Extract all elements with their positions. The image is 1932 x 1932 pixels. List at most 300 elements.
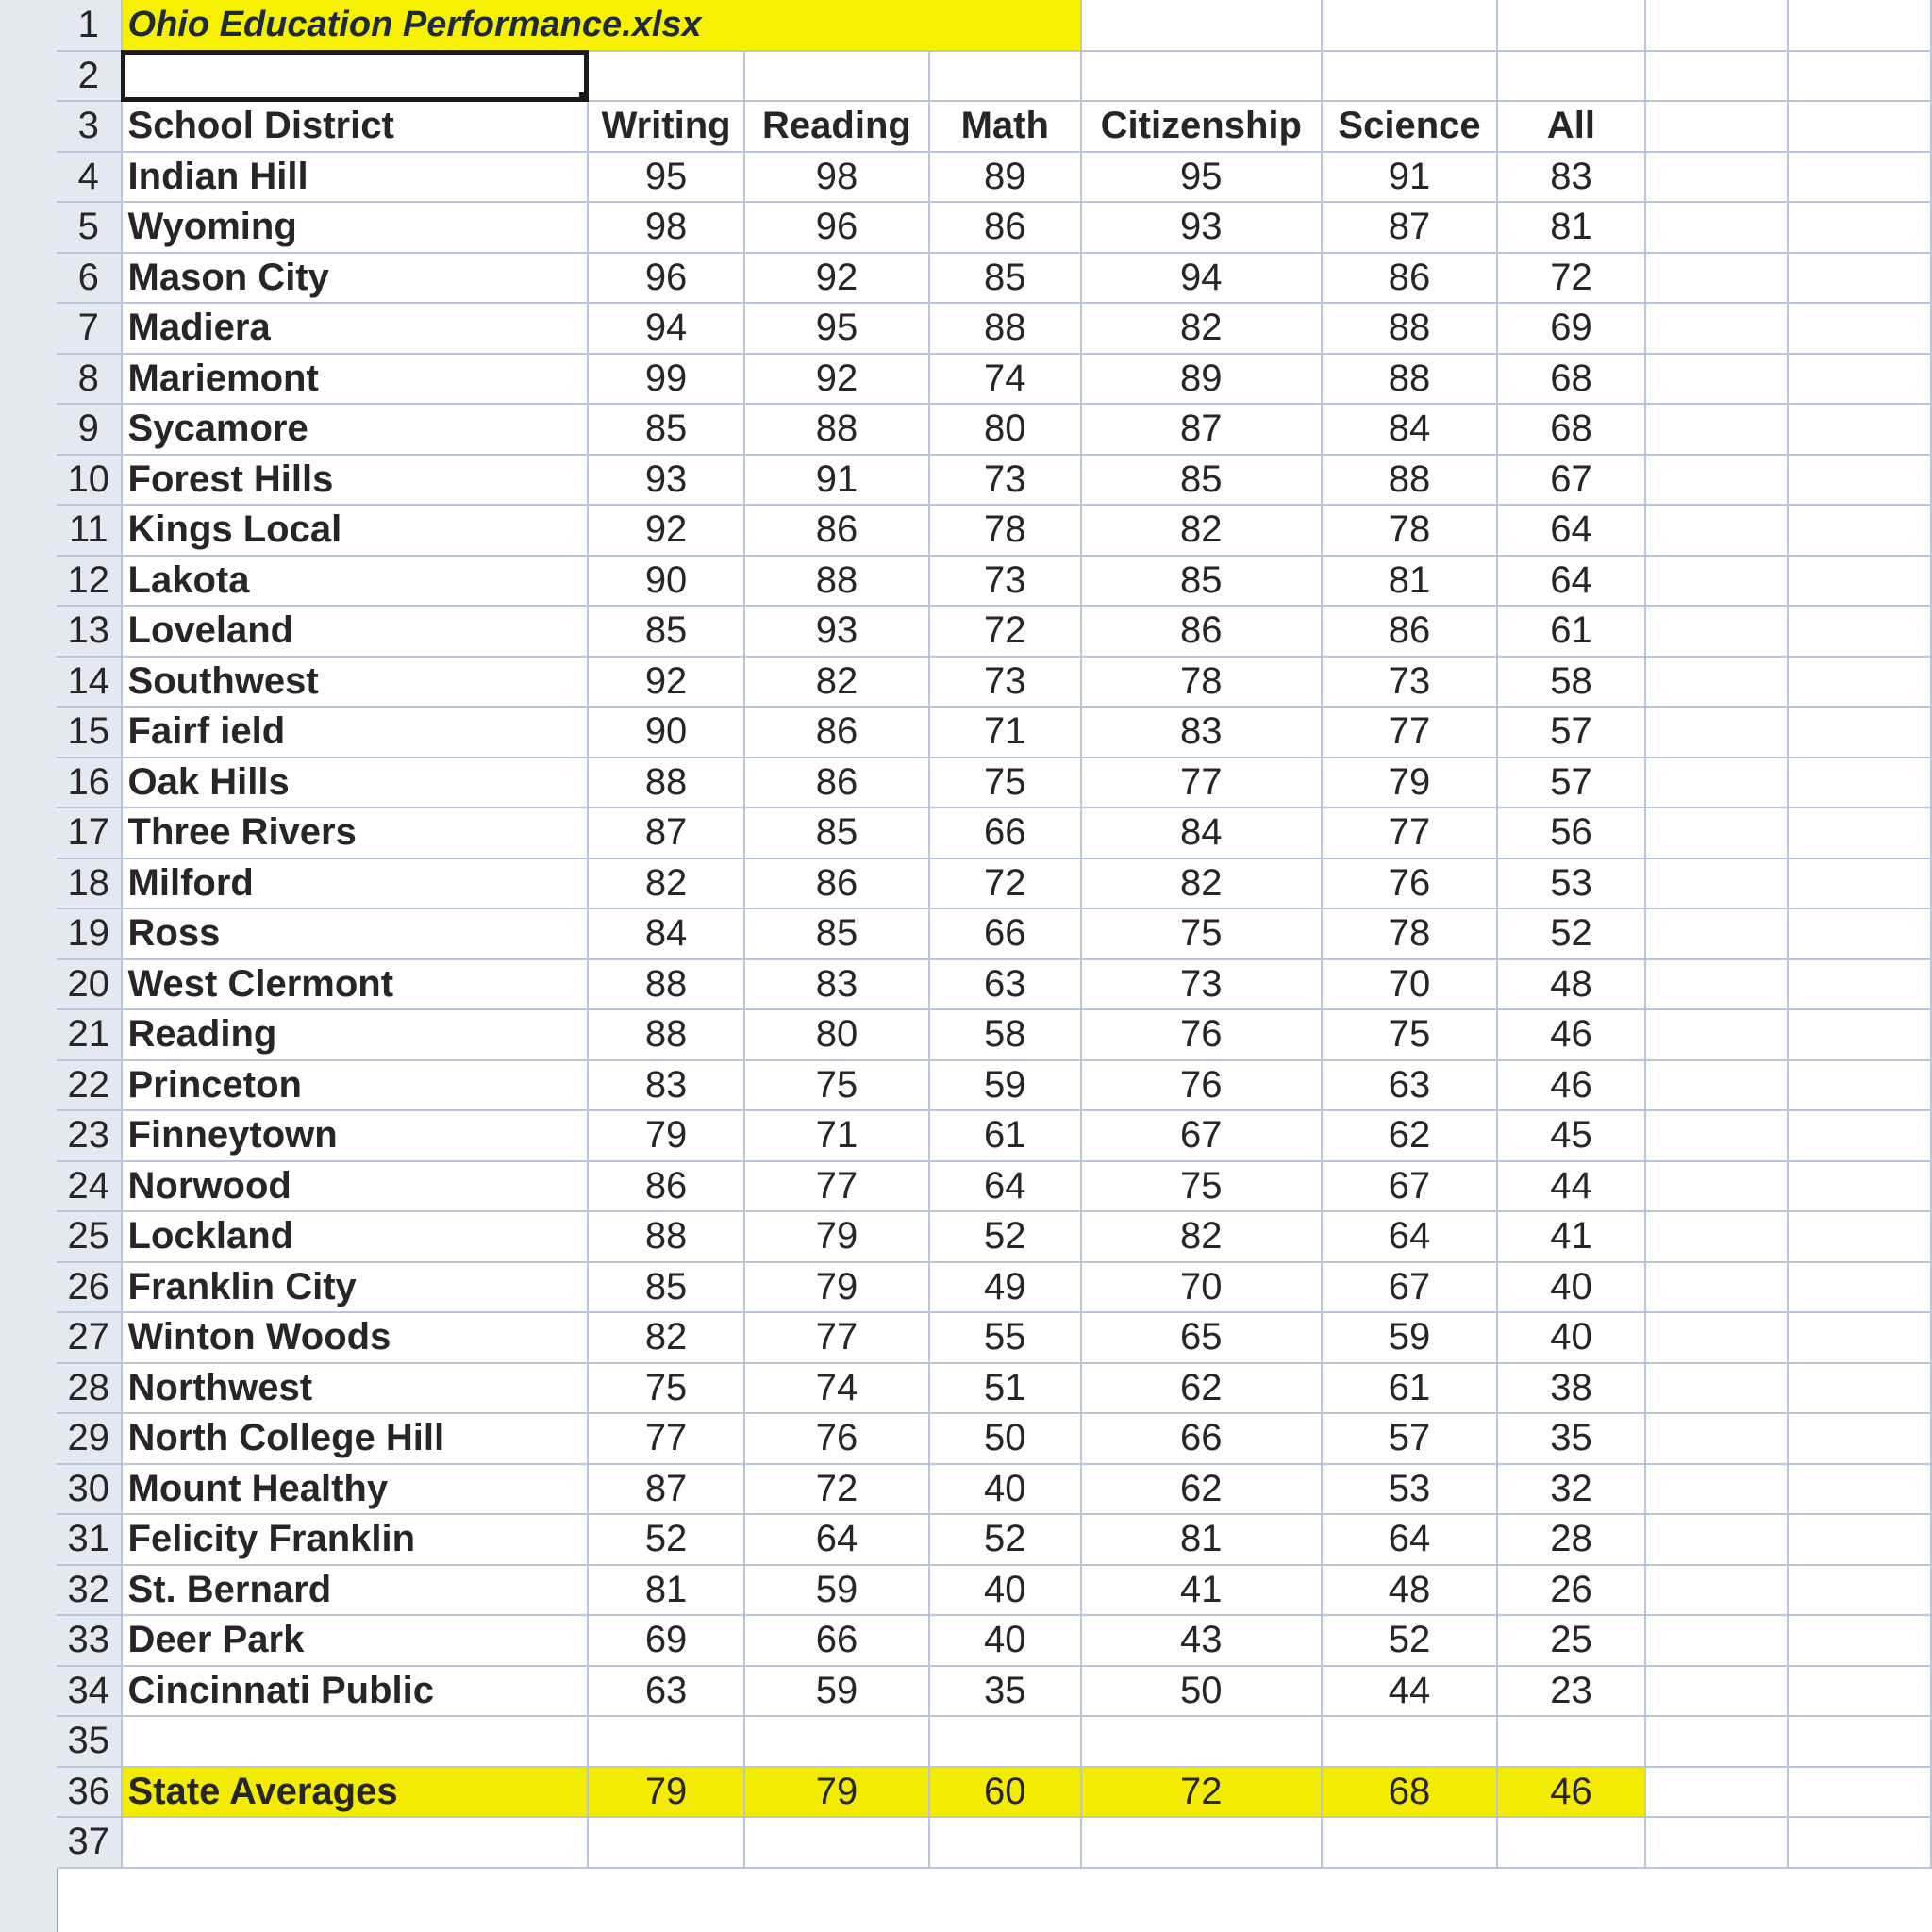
science-cell[interactable]: 87 [1322,202,1497,253]
science-cell[interactable]: 62 [1322,1110,1497,1161]
science-cell[interactable]: 61 [1322,1363,1497,1414]
math-cell[interactable]: 55 [929,1312,1081,1363]
cell[interactable] [1645,455,1789,506]
cell[interactable] [1788,1009,1931,1060]
writing-cell[interactable]: 85 [588,1262,744,1313]
avg-citizenship-cell[interactable]: 72 [1081,1767,1322,1818]
row-header[interactable]: 15 [57,707,122,758]
all-cell[interactable]: 45 [1497,1110,1645,1161]
cell[interactable] [1497,51,1645,102]
writing-cell[interactable]: 52 [588,1514,744,1565]
all-cell[interactable]: 68 [1497,354,1645,405]
all-cell[interactable]: 72 [1497,253,1645,304]
reading-cell[interactable]: 92 [744,253,929,304]
district-name-cell[interactable]: Ross [122,908,589,959]
writing-cell[interactable]: 82 [588,858,744,909]
cell[interactable] [1788,858,1931,909]
all-cell[interactable]: 57 [1497,707,1645,758]
math-cell[interactable]: 66 [929,808,1081,858]
cell[interactable] [1645,303,1789,354]
cell[interactable] [1788,1464,1931,1515]
citizenship-cell[interactable]: 50 [1081,1666,1322,1717]
avg-math-cell[interactable]: 60 [929,1767,1081,1818]
math-cell[interactable]: 64 [929,1161,1081,1212]
state-averages-label[interactable]: State Averages [122,1767,589,1818]
district-name-cell[interactable]: Oak Hills [122,758,589,808]
district-name-cell[interactable]: Sycamore [122,404,589,455]
cell[interactable] [1645,1060,1789,1111]
science-cell[interactable]: 81 [1322,556,1497,607]
writing-cell[interactable]: 99 [588,354,744,405]
all-cell[interactable]: 44 [1497,1161,1645,1212]
writing-cell[interactable]: 90 [588,556,744,607]
reading-cell[interactable]: 91 [744,455,929,506]
writing-cell[interactable]: 87 [588,1464,744,1515]
citizenship-cell[interactable]: 81 [1081,1514,1322,1565]
all-cell[interactable]: 57 [1497,758,1645,808]
all-cell[interactable]: 46 [1497,1060,1645,1111]
cell[interactable] [1645,354,1789,405]
citizenship-cell[interactable]: 70 [1081,1262,1322,1313]
row-header[interactable]: 33 [57,1615,122,1666]
header-all[interactable]: All [1497,101,1645,152]
cell[interactable] [1645,1716,1789,1767]
row-header[interactable]: 13 [57,606,122,657]
writing-cell[interactable]: 95 [588,152,744,203]
cell[interactable] [1645,556,1789,607]
science-cell[interactable]: 75 [1322,1009,1497,1060]
math-cell[interactable]: 40 [929,1565,1081,1616]
cell[interactable] [1645,51,1789,102]
cell[interactable] [588,1817,744,1868]
district-name-cell[interactable]: Felicity Franklin [122,1514,589,1565]
cell[interactable] [1081,1817,1322,1868]
science-cell[interactable]: 86 [1322,253,1497,304]
citizenship-cell[interactable]: 83 [1081,707,1322,758]
row-header[interactable]: 9 [57,404,122,455]
math-cell[interactable]: 74 [929,354,1081,405]
math-cell[interactable]: 52 [929,1211,1081,1262]
citizenship-cell[interactable]: 62 [1081,1464,1322,1515]
science-cell[interactable]: 76 [1322,858,1497,909]
row-header[interactable]: 1 [57,0,122,51]
district-name-cell[interactable]: Wyoming [122,202,589,253]
writing-cell[interactable]: 88 [588,1211,744,1262]
writing-cell[interactable]: 86 [588,1161,744,1212]
row-header[interactable]: 11 [57,505,122,556]
reading-cell[interactable]: 75 [744,1060,929,1111]
cell[interactable] [1788,606,1931,657]
row-header[interactable]: 35 [57,1716,122,1767]
writing-cell[interactable]: 88 [588,959,744,1010]
cell[interactable] [588,1716,744,1767]
cell[interactable] [1788,0,1931,51]
cell[interactable] [122,1817,589,1868]
science-cell[interactable]: 84 [1322,404,1497,455]
reading-cell[interactable]: 98 [744,152,929,203]
row-header[interactable]: 37 [57,1817,122,1868]
all-cell[interactable]: 81 [1497,202,1645,253]
cell[interactable] [1788,1716,1931,1767]
district-name-cell[interactable]: Norwood [122,1161,589,1212]
science-cell[interactable]: 77 [1322,808,1497,858]
writing-cell[interactable]: 81 [588,1565,744,1616]
citizenship-cell[interactable]: 89 [1081,354,1322,405]
all-cell[interactable]: 23 [1497,1666,1645,1717]
citizenship-cell[interactable]: 86 [1081,606,1322,657]
math-cell[interactable]: 86 [929,202,1081,253]
cell[interactable] [1788,1060,1931,1111]
cell[interactable] [929,1716,1081,1767]
reading-cell[interactable]: 85 [744,908,929,959]
all-cell[interactable]: 58 [1497,657,1645,708]
cell[interactable] [588,51,744,102]
cell[interactable] [1645,959,1789,1010]
reading-cell[interactable]: 64 [744,1514,929,1565]
math-cell[interactable]: 80 [929,404,1081,455]
writing-cell[interactable]: 87 [588,808,744,858]
cell[interactable] [122,1716,589,1767]
science-cell[interactable]: 70 [1322,959,1497,1010]
citizenship-cell[interactable]: 85 [1081,455,1322,506]
all-cell[interactable]: 52 [1497,908,1645,959]
row-header[interactable]: 28 [57,1363,122,1414]
science-cell[interactable]: 64 [1322,1211,1497,1262]
row-header[interactable]: 8 [57,354,122,405]
row-header[interactable]: 16 [57,758,122,808]
fill-handle[interactable] [579,92,588,101]
district-name-cell[interactable]: St. Bernard [122,1565,589,1616]
avg-all-cell[interactable]: 46 [1497,1767,1645,1818]
cell[interactable] [1645,253,1789,304]
cell[interactable] [1788,1211,1931,1262]
row-header[interactable]: 12 [57,556,122,607]
cell[interactable] [1322,1716,1497,1767]
district-name-cell[interactable]: West Clermont [122,959,589,1010]
district-name-cell[interactable]: Mariemont [122,354,589,405]
citizenship-cell[interactable]: 77 [1081,758,1322,808]
math-cell[interactable]: 75 [929,758,1081,808]
row-header[interactable]: 5 [57,202,122,253]
all-cell[interactable]: 64 [1497,556,1645,607]
cell[interactable] [1497,1817,1645,1868]
header-science[interactable]: Science [1322,101,1497,152]
cell[interactable] [1645,808,1789,858]
citizenship-cell[interactable]: 93 [1081,202,1322,253]
cell[interactable] [744,51,929,102]
district-name-cell[interactable]: Fairf ield [122,707,589,758]
math-cell[interactable]: 73 [929,657,1081,708]
cell[interactable] [1788,152,1931,203]
math-cell[interactable]: 51 [929,1363,1081,1414]
writing-cell[interactable]: 79 [588,1110,744,1161]
science-cell[interactable]: 67 [1322,1161,1497,1212]
all-cell[interactable]: 41 [1497,1211,1645,1262]
cell[interactable] [1645,1817,1789,1868]
cell[interactable] [1645,1666,1789,1717]
all-cell[interactable]: 69 [1497,303,1645,354]
reading-cell[interactable]: 79 [744,1262,929,1313]
citizenship-cell[interactable]: 78 [1081,657,1322,708]
writing-cell[interactable]: 96 [588,253,744,304]
writing-cell[interactable]: 84 [588,908,744,959]
row-header[interactable]: 31 [57,1514,122,1565]
math-cell[interactable]: 71 [929,707,1081,758]
reading-cell[interactable]: 79 [744,1211,929,1262]
cell[interactable] [1788,505,1931,556]
citizenship-cell[interactable]: 94 [1081,253,1322,304]
district-name-cell[interactable]: Cincinnati Public [122,1666,589,1717]
cell[interactable] [1645,707,1789,758]
cell[interactable] [1788,1767,1931,1818]
science-cell[interactable]: 53 [1322,1464,1497,1515]
row-header[interactable]: 21 [57,1009,122,1060]
cell[interactable] [1788,908,1931,959]
cell[interactable] [1645,1413,1789,1464]
writing-cell[interactable]: 82 [588,1312,744,1363]
citizenship-cell[interactable]: 67 [1081,1110,1322,1161]
row-header[interactable]: 36 [57,1767,122,1818]
reading-cell[interactable]: 71 [744,1110,929,1161]
cell[interactable] [929,1817,1081,1868]
science-cell[interactable]: 88 [1322,455,1497,506]
math-cell[interactable]: 40 [929,1615,1081,1666]
cell[interactable] [1645,657,1789,708]
all-cell[interactable]: 26 [1497,1565,1645,1616]
science-cell[interactable]: 88 [1322,303,1497,354]
district-name-cell[interactable]: North College Hill [122,1413,589,1464]
all-cell[interactable]: 61 [1497,606,1645,657]
district-name-cell[interactable]: Loveland [122,606,589,657]
header-math[interactable]: Math [929,101,1081,152]
reading-cell[interactable]: 88 [744,556,929,607]
row-header[interactable]: 14 [57,657,122,708]
science-cell[interactable]: 64 [1322,1514,1497,1565]
cell[interactable] [1788,1615,1931,1666]
district-name-cell[interactable]: Reading [122,1009,589,1060]
avg-reading-cell[interactable]: 79 [744,1767,929,1818]
cell[interactable] [1645,1211,1789,1262]
citizenship-cell[interactable]: 73 [1081,959,1322,1010]
all-cell[interactable]: 32 [1497,1464,1645,1515]
row-header[interactable]: 24 [57,1161,122,1212]
row-header[interactable]: 27 [57,1312,122,1363]
writing-cell[interactable]: 88 [588,1009,744,1060]
row-header[interactable]: 4 [57,152,122,203]
science-cell[interactable]: 67 [1322,1262,1497,1313]
citizenship-cell[interactable]: 84 [1081,808,1322,858]
writing-cell[interactable]: 83 [588,1060,744,1111]
reading-cell[interactable]: 96 [744,202,929,253]
writing-cell[interactable]: 69 [588,1615,744,1666]
cell[interactable] [1081,0,1322,51]
math-cell[interactable]: 88 [929,303,1081,354]
district-name-cell[interactable]: Lockland [122,1211,589,1262]
district-name-cell[interactable]: Madiera [122,303,589,354]
district-name-cell[interactable]: Mason City [122,253,589,304]
cell[interactable] [1645,1312,1789,1363]
cell[interactable] [1788,303,1931,354]
cell[interactable] [1788,657,1931,708]
cell[interactable] [1322,0,1497,51]
science-cell[interactable]: 79 [1322,758,1497,808]
cell[interactable] [1645,606,1789,657]
math-cell[interactable]: 49 [929,1262,1081,1313]
science-cell[interactable]: 77 [1322,707,1497,758]
row-header[interactable]: 6 [57,253,122,304]
science-cell[interactable]: 52 [1322,1615,1497,1666]
cell[interactable] [1788,1413,1931,1464]
science-cell[interactable]: 44 [1322,1666,1497,1717]
cell[interactable] [1645,1767,1789,1818]
cell[interactable] [1645,202,1789,253]
reading-cell[interactable]: 86 [744,858,929,909]
math-cell[interactable]: 50 [929,1413,1081,1464]
science-cell[interactable]: 59 [1322,1312,1497,1363]
all-cell[interactable]: 64 [1497,505,1645,556]
reading-cell[interactable]: 66 [744,1615,929,1666]
district-name-cell[interactable]: Winton Woods [122,1312,589,1363]
header-reading[interactable]: Reading [744,101,929,152]
all-cell[interactable]: 40 [1497,1312,1645,1363]
cell[interactable] [1788,1666,1931,1717]
row-header[interactable]: 3 [57,101,122,152]
citizenship-cell[interactable]: 76 [1081,1009,1322,1060]
cell[interactable] [1645,1514,1789,1565]
reading-cell[interactable]: 59 [744,1565,929,1616]
district-name-cell[interactable]: Deer Park [122,1615,589,1666]
cell[interactable] [1788,758,1931,808]
all-cell[interactable]: 56 [1497,808,1645,858]
header-school-district[interactable]: School District [122,101,589,152]
row-header[interactable]: 17 [57,808,122,858]
header-writing[interactable]: Writing [588,101,744,152]
all-cell[interactable]: 35 [1497,1413,1645,1464]
cell[interactable] [1788,1312,1931,1363]
math-cell[interactable]: 85 [929,253,1081,304]
row-header[interactable]: 18 [57,858,122,909]
all-cell[interactable]: 68 [1497,404,1645,455]
writing-cell[interactable]: 63 [588,1666,744,1717]
cell[interactable] [1788,404,1931,455]
cell[interactable] [1645,1565,1789,1616]
math-cell[interactable]: 66 [929,908,1081,959]
reading-cell[interactable]: 74 [744,1363,929,1414]
cell[interactable] [1788,1262,1931,1313]
district-name-cell[interactable]: Kings Local [122,505,589,556]
district-name-cell[interactable]: Southwest [122,657,589,708]
science-cell[interactable]: 73 [1322,657,1497,708]
cell[interactable] [1645,1009,1789,1060]
math-cell[interactable]: 78 [929,505,1081,556]
cell[interactable] [1788,1110,1931,1161]
header-citizenship[interactable]: Citizenship [1081,101,1322,152]
district-name-cell[interactable]: Finneytown [122,1110,589,1161]
math-cell[interactable]: 40 [929,1464,1081,1515]
row-header[interactable]: 32 [57,1565,122,1616]
all-cell[interactable]: 28 [1497,1514,1645,1565]
reading-cell[interactable]: 72 [744,1464,929,1515]
writing-cell[interactable]: 90 [588,707,744,758]
cell[interactable] [1645,152,1789,203]
cell[interactable] [1788,1565,1931,1616]
row-header[interactable]: 26 [57,1262,122,1313]
cell[interactable] [1788,202,1931,253]
citizenship-cell[interactable]: 82 [1081,858,1322,909]
all-cell[interactable]: 83 [1497,152,1645,203]
reading-cell[interactable]: 86 [744,758,929,808]
reading-cell[interactable]: 83 [744,959,929,1010]
cell[interactable] [1645,1464,1789,1515]
reading-cell[interactable]: 80 [744,1009,929,1060]
cell[interactable] [1081,51,1322,102]
row-header[interactable]: 7 [57,303,122,354]
all-cell[interactable]: 67 [1497,455,1645,506]
reading-cell[interactable]: 82 [744,657,929,708]
science-cell[interactable]: 86 [1322,606,1497,657]
cell[interactable] [1645,1262,1789,1313]
science-cell[interactable]: 57 [1322,1413,1497,1464]
avg-science-cell[interactable]: 68 [1322,1767,1497,1818]
row-header[interactable]: 2 [57,51,122,102]
reading-cell[interactable]: 77 [744,1161,929,1212]
cell[interactable] [1788,101,1931,152]
cell[interactable] [1788,455,1931,506]
district-name-cell[interactable]: Lakota [122,556,589,607]
cell[interactable] [1322,1817,1497,1868]
cell[interactable] [1788,1363,1931,1414]
row-header[interactable]: 10 [57,455,122,506]
writing-cell[interactable]: 75 [588,1363,744,1414]
science-cell[interactable]: 78 [1322,908,1497,959]
reading-cell[interactable]: 93 [744,606,929,657]
reading-cell[interactable]: 85 [744,808,929,858]
science-cell[interactable]: 63 [1322,1060,1497,1111]
math-cell[interactable]: 35 [929,1666,1081,1717]
district-name-cell[interactable]: Northwest [122,1363,589,1414]
cell[interactable] [1788,556,1931,607]
science-cell[interactable]: 78 [1322,505,1497,556]
citizenship-cell[interactable]: 82 [1081,505,1322,556]
all-cell[interactable]: 25 [1497,1615,1645,1666]
citizenship-cell[interactable]: 41 [1081,1565,1322,1616]
cell[interactable] [1788,959,1931,1010]
district-name-cell[interactable]: Milford [122,858,589,909]
cell[interactable] [1645,505,1789,556]
district-name-cell[interactable]: Forest Hills [122,455,589,506]
cell[interactable] [1645,908,1789,959]
selected-cell[interactable] [122,51,589,102]
citizenship-cell[interactable]: 43 [1081,1615,1322,1666]
all-cell[interactable]: 46 [1497,1009,1645,1060]
cell[interactable] [1788,51,1931,102]
math-cell[interactable]: 58 [929,1009,1081,1060]
writing-cell[interactable]: 94 [588,303,744,354]
citizenship-cell[interactable]: 62 [1081,1363,1322,1414]
math-cell[interactable]: 61 [929,1110,1081,1161]
cell[interactable] [1788,354,1931,405]
row-header[interactable]: 23 [57,1110,122,1161]
cell[interactable] [1788,707,1931,758]
cell[interactable] [1645,1161,1789,1212]
writing-cell[interactable]: 93 [588,455,744,506]
citizenship-cell[interactable]: 82 [1081,303,1322,354]
reading-cell[interactable]: 77 [744,1312,929,1363]
cell[interactable] [1788,253,1931,304]
cell[interactable] [1788,808,1931,858]
workbook-title-cell[interactable]: Ohio Education Performance.xlsx [122,0,1081,51]
row-header[interactable]: 25 [57,1211,122,1262]
